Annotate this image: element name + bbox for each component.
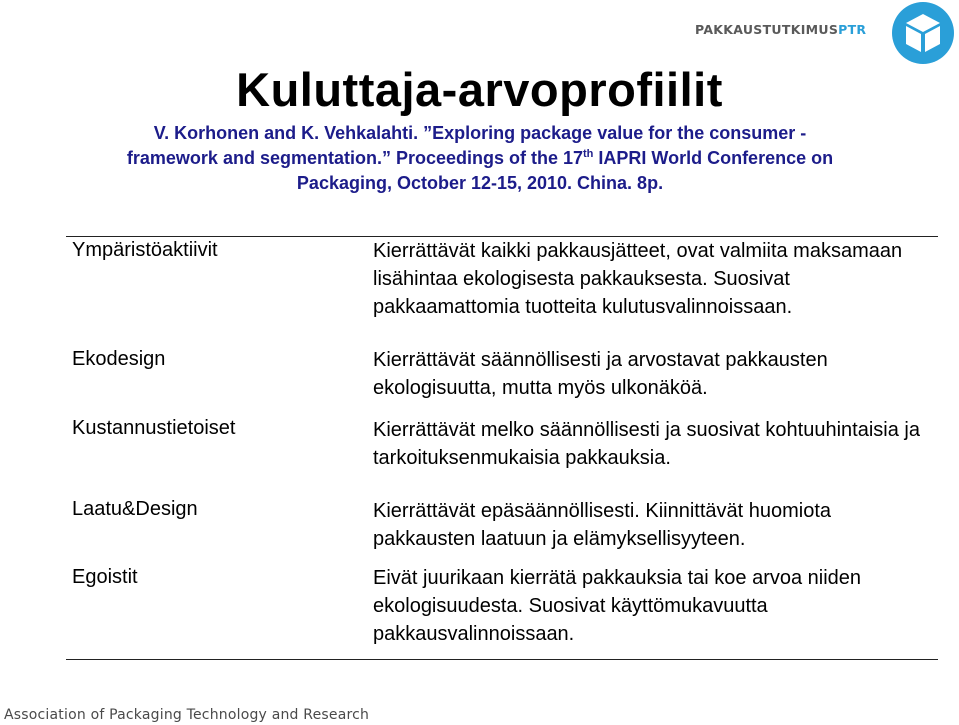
profile-label-laatu-design: Laatu&Design [72, 498, 198, 520]
profile-description-kustannustietoiset: Kierrättävät melko säännöllisesti ja suosivat kohtuuhintaisia ja tarkoituksenmukaisia pakkauksia. [373, 419, 920, 469]
citation-line: framework and segmentation.” Proceedings of the 17th IAPRI World Conference on [126, 148, 834, 168]
profile-label-ekodesign: Ekodesign [72, 348, 166, 370]
profile-label-kustannustietoiset: Kustannustietoiset [72, 417, 236, 439]
profile-description-ymparistoaktiivit: Kierrättävät kaikki pakkausjätteet, ovat valmiita maksamaan lisähintaa ekologisesta pakkauksesta. Suosivat pakkaamattomia tuotteita kulutusvalinnoissaan. [373, 240, 903, 318]
table-bottom-rule [66, 659, 938, 660]
profile-label-egoistit: Egoistit [72, 566, 138, 588]
brand-name-main: PAKKAUSTUTKIMUS [695, 22, 839, 37]
citation-line: Packaging, October 12-15, 2010. China. 8p. [296, 173, 664, 193]
brand-name [695, 22, 866, 37]
profile-label-ymparistoaktiivit: Ympäristöaktiivit [72, 239, 218, 261]
profile-description-egoistit: Eivät juurikaan kierrätä pakkauksia tai koe arvoa niiden ekologisuudesta. Suosivat käyttömukavuutta pakkausvalinnoissaan. [373, 567, 862, 645]
page-title: Kuluttaja-arvoprofiilit [236, 63, 723, 116]
citation [60, 121, 900, 196]
cube-icon [892, 2, 954, 64]
profile-description-ekodesign: Kierrättävät säännöllisesti ja arvostavat pakkausten ekologisuutta, mutta myös ulkonäköä. [373, 349, 828, 399]
citation-line: V. Korhonen and K. Vehkalahti. ”Exploring package value for the consumer - [153, 123, 807, 143]
profile-description-laatu-design: Kierrättävät epäsäännöllisesti. Kiinnittävät huomiota pakkausten laatuun ja elämyksellisyyteen. [373, 500, 832, 550]
brand-name-accent: PTR [838, 22, 867, 37]
footer-organization: Association of Packaging Technology and Research [4, 707, 370, 723]
